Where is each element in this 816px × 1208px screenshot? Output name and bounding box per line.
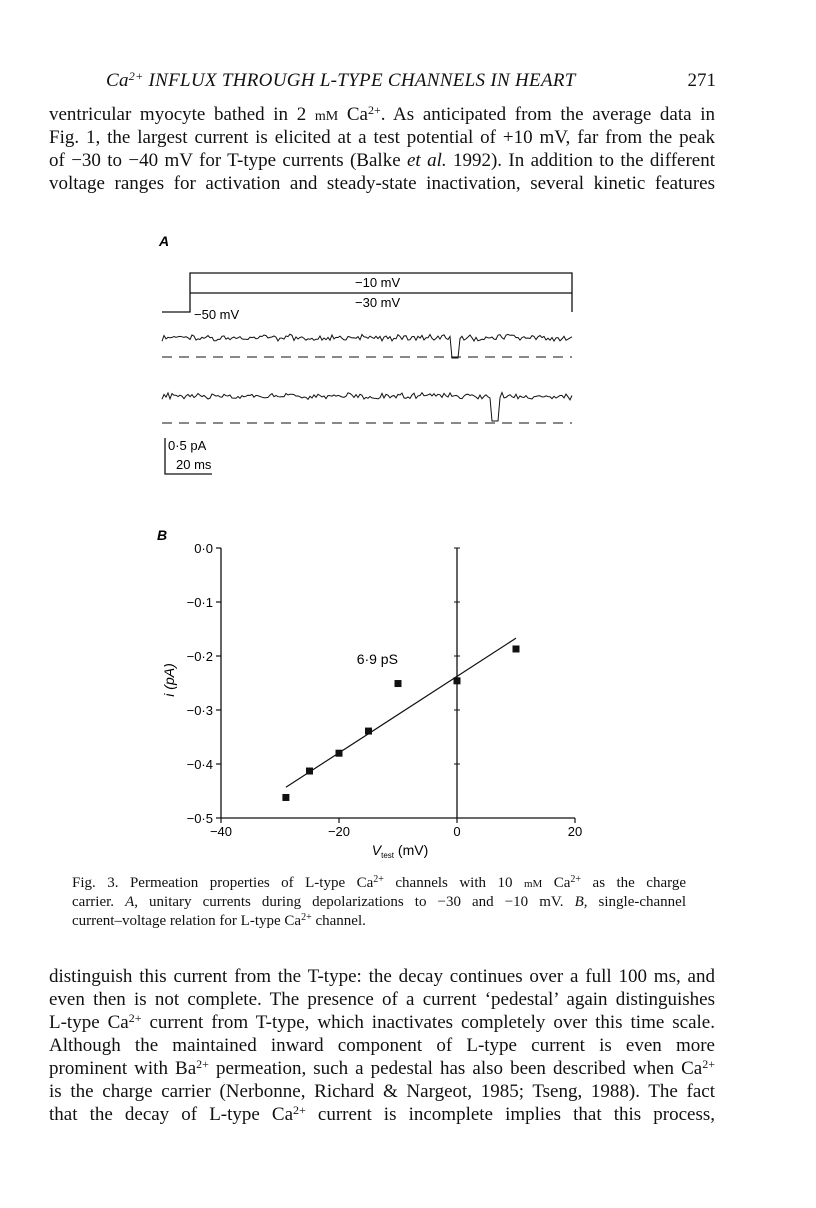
panel-b-label: B [157, 527, 168, 543]
data-point [282, 794, 289, 801]
figure-caption [72, 874, 686, 931]
page-number: 271 [687, 70, 716, 91]
y-tick-label: 0·0 [194, 541, 213, 556]
data-point [336, 750, 343, 757]
text-line: prominent with $Ba^{2+}$ permeation, such a pedestal has also been described when $Ca^{2+}$ [49, 1057, 715, 1079]
x-axis-label: $V_{test}$ (mV) [371, 842, 429, 860]
text-line: even then is not complete. The presence of a current ‘pedestal’ again distinguishes [49, 989, 715, 1010]
y-axis-label: i (pA) [161, 663, 177, 697]
fit-line [286, 638, 516, 787]
scale-current-label: 0·5 pA [168, 438, 207, 453]
x-tick-label: 20 [567, 824, 583, 839]
panel-a-traces [150, 230, 590, 480]
current-trace-minus10 [162, 393, 572, 422]
y-tick-label: −0·3 [186, 703, 213, 718]
paragraph-bottom [49, 965, 715, 1126]
text-line: of −30 to −40 mV for T-type currents (Balke et al. 1992). In addition to the different [49, 150, 715, 171]
voltage-label-hold: −50 mV [194, 307, 240, 322]
data-point [395, 680, 402, 687]
data-point [513, 645, 520, 652]
data-point [454, 677, 461, 684]
text-line: voltage ranges for activation and steady-state inactivation, several kinetic features [49, 173, 715, 194]
running-head [106, 70, 716, 94]
running-head-title: $Ca^{2+}$ INFLUX THROUGH L-TYPE CHANNELS IN HEART [106, 69, 576, 91]
conductance-annotation: 6·9 pS [356, 651, 398, 668]
text-line: Although the maintained inward component of L-type current is even more [49, 1035, 715, 1056]
data-point [365, 728, 372, 735]
paragraph-top [49, 103, 715, 195]
caption-line: current–voltage relation for L-type $Ca^{2+}$ channel. [72, 912, 366, 929]
scale-time-label: 20 ms [176, 457, 212, 472]
caption-line: Fig. 3. Permeation properties of L-type $Ca^{2+}$ channels with 10 mM $Ca^{2+}$ as the charge [72, 874, 686, 891]
panel-a-label: A [159, 233, 170, 249]
text-line: is the charge carrier (Nerbonne, Richard & Nargeot, 1985; Tseng, 1988). The fact [49, 1081, 715, 1102]
voltage-label-high: −10 mV [355, 275, 401, 290]
caption-line: carrier. A, unitary currents during depolarizations to −30 and −10 mV. B, single-channel [72, 894, 686, 910]
voltage-label-mid: −30 mV [355, 295, 401, 310]
text-line: L-type $Ca^{2+}$ current from T-type, which inactivates completely over this time scale. [49, 1011, 715, 1033]
text-line: distinguish this current from the T-type: the decay continues over a full 100 ms, and [49, 966, 715, 987]
x-tick-label: −40 [209, 824, 233, 839]
y-tick-label: −0·4 [186, 757, 213, 772]
text-line: ventricular myocyte bathed in 2 mM $Ca^{2+}$. As anticipated from the average data in [49, 103, 715, 125]
x-tick-label: 0 [453, 824, 461, 839]
text-line: Fig. 1, the largest current is elicited at a test potential of +10 mV, far from the peak [49, 127, 715, 148]
y-tick-label: −0·1 [186, 595, 213, 610]
data-point [306, 768, 313, 775]
x-tick-label: −20 [327, 824, 351, 839]
y-tick-label: −0·5 [186, 811, 213, 826]
current-trace-minus30 [162, 334, 572, 358]
text-line: that the decay of L-type $Ca^{2+}$ current is incomplete implies that this process, [49, 1103, 715, 1125]
iv-relation-chart [150, 518, 590, 863]
y-tick-label: −0·2 [186, 649, 213, 664]
